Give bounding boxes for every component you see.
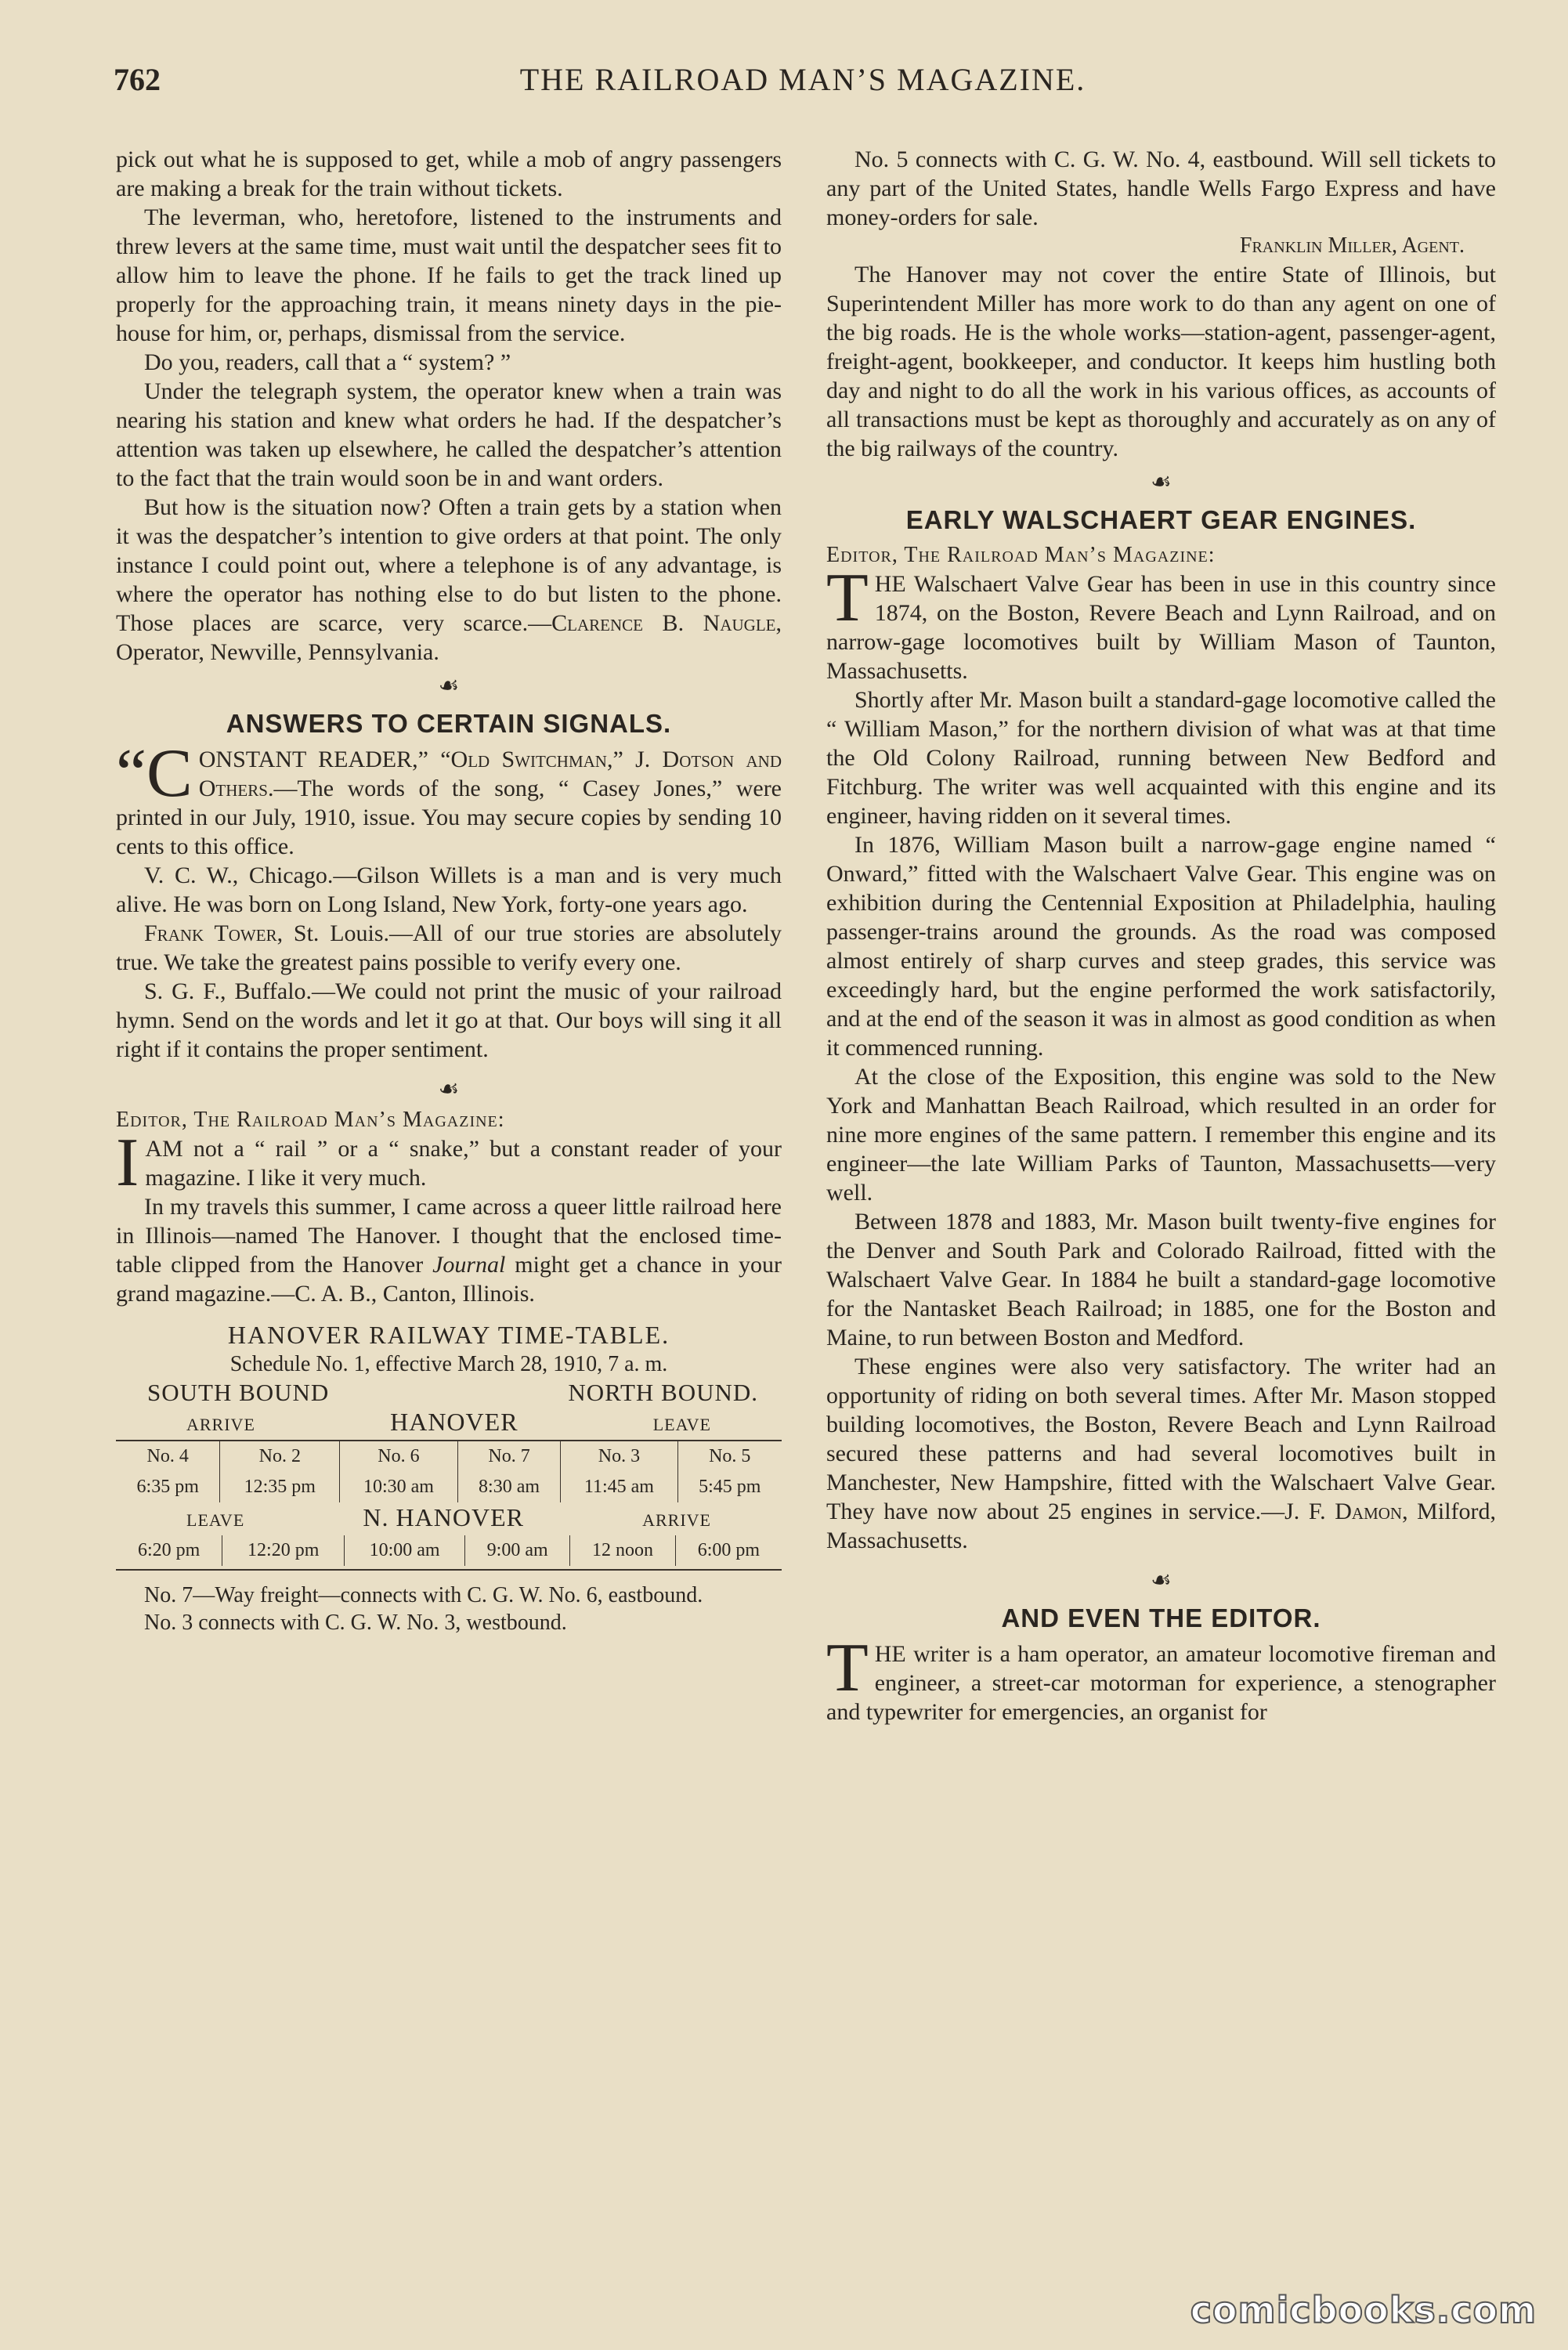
- right-column: [826, 145, 1496, 1726]
- paragraph: [116, 493, 782, 667]
- fleuron-ornament: ☙: [1151, 469, 1172, 495]
- table-row: [116, 1535, 782, 1566]
- timetable-grid-hanover: [116, 1440, 782, 1502]
- paragraph: Do you, readers, call that a “ system? ”: [144, 349, 511, 375]
- time-cell: 9:00 am: [465, 1535, 570, 1566]
- fleuron-ornament: ☙: [1151, 1567, 1172, 1593]
- timetable-title: HANOVER RAILWAY TIME-TABLE.: [227, 1321, 670, 1349]
- left-column: [116, 145, 782, 1636]
- arrive-label: ARRIVE: [186, 1415, 255, 1434]
- timetable-grid-n-hanover: [116, 1535, 782, 1566]
- paragraph: [116, 1192, 782, 1308]
- paragraph: Under the telegraph system, the operator knew when a train was nearing his station and knew what orders he had. If the despatcher’s attention was taken up elsewhere, he called the despatcher’s attention to the fact that the train would soon be in and want orders.: [116, 378, 782, 491]
- time-cell: 10:30 am: [340, 1472, 458, 1502]
- editor-salutation: Editor, The Railroad Man’s Magazine:: [826, 543, 1216, 567]
- train-number: No. 3: [561, 1441, 677, 1472]
- timetable-directions: [116, 1379, 782, 1407]
- table-row: [116, 1441, 782, 1472]
- text-span: Frank Tower,: [144, 920, 284, 946]
- time-cell: 12:20 pm: [222, 1535, 345, 1566]
- text-span: In my travels this summer, I came across a queer little railroad here in Illinois—named The Hanover. I thought that the enclosed time-table clipped from the Hanover: [116, 1194, 782, 1278]
- paragraph: No. 7—Way freight—connects with C. G. W. No. 6, eastbound.: [144, 1583, 703, 1607]
- timetable-station-row: [116, 1502, 782, 1535]
- author-name: J. F. Damon,: [1284, 1499, 1408, 1524]
- paragraph: Between 1878 and 1883, Mr. Mason built twenty-five engines for the Denver and South Park and Colorado Railroad, fitted with the Walschaert Valve Gear. In 1884 he built a standard-gage locomotive for the Nantasket Beach Railroad; in 1885, one for the Boston and Maine, to run between Boston and Medford.: [826, 1209, 1496, 1350]
- timetable-notes: [116, 1582, 782, 1636]
- text-span: St. Louis.—All of our true stories are absolutely true. We take the greatest pains possible to verify every one.: [116, 920, 782, 975]
- time-cell: 5:45 pm: [677, 1472, 782, 1502]
- text-span: AM not a “ rail ” or a “ snake,” but a constant reader of your magazine. I like it very much.: [145, 1136, 782, 1191]
- train-number: No. 5: [677, 1441, 782, 1472]
- agent-signature: Franklin Miller, Agent.: [1239, 233, 1465, 258]
- text-span: These engines were also very satisfactory. The writer had an opportunity of riding on both several times. After Mr. Mason stopped building locomotives, the Boston, Revere Beach and Lynn Railroad secured these patterns and had several locomotives built in Manchester, New Hampshire, fitted with the Walschaert Valve Gear. They have now about 25 engines in service.—: [826, 1354, 1496, 1524]
- paragraph: No. 3 connects with C. G. W. No. 3, westbound.: [144, 1611, 567, 1635]
- page-header: [114, 61, 1492, 108]
- text-span: HE writer is a ham operator, an amateur locomotive fireman and engineer, a street-car motorman for experience, a stenographer and typewriter for emergencies, an organist for: [826, 1641, 1496, 1725]
- paragraph: S. G. F., Buffalo.—We could not print the music of your railroad hymn. Send on the words and let it go at that. Our boys will sing it all right if it contains the proper sentiment.: [116, 978, 782, 1062]
- drop-cap: “C: [116, 736, 193, 812]
- watermark-logo: comicbooks.com: [1190, 2289, 1537, 2331]
- direction-label: SOUTH BOUND: [147, 1379, 330, 1406]
- station-name: N. HANOVER: [363, 1503, 524, 1531]
- paragraph: [116, 919, 782, 977]
- train-number: No. 6: [340, 1441, 458, 1472]
- timetable: [116, 1319, 782, 1636]
- paragraph: [826, 560, 1496, 685]
- fleuron-ornament: ☙: [438, 1076, 460, 1102]
- paragraph: [116, 1125, 782, 1201]
- text-span: Journal: [432, 1252, 506, 1278]
- paragraph: [826, 1352, 1496, 1555]
- paragraph: The Hanover may not cover the entire State of Illinois, but Superintendent Miller has more work to do than any agent on one of the big roads. He is the whole works—station-agent, passenger-agent, freight-agent, bookkeeper, and conductor. It keeps him hustling both day and night to do all the work in his various offices, as accounts of all transactions must be kept as thoroughly and accurately as on any of the big railways of the country.: [826, 262, 1496, 461]
- editor-salutation: Editor, The Railroad Man’s Magazine:: [116, 1108, 505, 1132]
- time-cell: 12 noon: [570, 1535, 675, 1566]
- drop-cap: T: [826, 1630, 869, 1706]
- section-heading-editor: AND EVEN THE EDITOR.: [1001, 1603, 1321, 1632]
- text-span: ONSTANT READER,” “Old Switchman,” J. Dotson and Others.: [198, 747, 782, 801]
- text-span: Operator, Newville, Pennsylvania.: [116, 639, 439, 665]
- timetable-station-row: [116, 1407, 782, 1440]
- section-heading-answers: ANSWERS TO CERTAIN SIGNALS.: [226, 709, 672, 738]
- time-cell: 10:00 am: [345, 1535, 465, 1566]
- leave-label: LEAVE: [652, 1415, 711, 1434]
- train-number: No. 4: [116, 1441, 220, 1472]
- paragraph: In 1876, William Mason built a narrow-gage engine named “ Onward,” fitted with the Walschaert Valve Gear. This engine was on exhibition during the Centennial Exposition at Philadelphia, hauling passenger-trains around the grounds. As the road was composed almost entirely of sharp curves and steep grades, this service was exceedingly hard, but the engine performed the work satisfactorily, and at the end of the season it was in almost as good condition as when it commenced running.: [826, 832, 1496, 1061]
- paragraph: [116, 736, 782, 861]
- drop-cap: I: [116, 1125, 139, 1201]
- time-cell: 6:20 pm: [137, 1540, 201, 1560]
- arrive-label: ARRIVE: [642, 1510, 711, 1530]
- time-cell: 6:00 pm: [675, 1535, 782, 1566]
- direction-label: NORTH BOUND.: [568, 1379, 758, 1406]
- paragraph: pick out what he is supposed to get, while a mob of angry passengers are making a break for the train without tickets.: [116, 146, 782, 201]
- station-name: HANOVER: [390, 1408, 518, 1436]
- page-number: 762: [114, 62, 161, 97]
- text-span: —The words of the song, “ Casey Jones,” were printed in our July, 1910, issue. You may secure copies by sending 10 cents to this office.: [116, 776, 782, 859]
- train-number: No. 7: [457, 1441, 561, 1472]
- time-cell: 6:35 pm: [136, 1477, 199, 1497]
- train-number: No. 2: [220, 1441, 340, 1472]
- section-heading-walschaert: EARLY WALSCHAERT GEAR ENGINES.: [905, 505, 1417, 534]
- time-cell: 8:30 am: [457, 1472, 561, 1502]
- time-cell: 12:35 pm: [220, 1472, 340, 1502]
- paragraph: The leverman, who, heretofore, listened to the instruments and threw levers at the same time, must wait until the despatcher sees fit to allow him to leave the phone. If he fails to get the track lined up properly for the approaching train, it means ninety days in the pie-house for him, or, perhaps, dismissal from the service.: [116, 204, 782, 346]
- text-span: HE Walschaert Valve Gear has been in use in this country since 1874, on the Boston, Revere Beach and Lynn Railroad, and on narrow-gage locomotives built by William Mason of Taunton, Massachusetts.: [826, 571, 1496, 684]
- table-row: [116, 1472, 782, 1502]
- text-span: Milford, Massachusetts.: [826, 1499, 1497, 1553]
- divider: [116, 1569, 782, 1571]
- magazine-title: THE RAILROAD MAN’S MAGAZINE.: [519, 62, 1086, 97]
- author-name: Clarence B. Naugle,: [551, 610, 782, 636]
- fleuron-ornament: ☙: [438, 673, 460, 699]
- paragraph: Shortly after Mr. Mason built a standard-gage locomotive called the “ William Mason,” for the northern division of what was at that time the Old Colony Railroad, running between New Bedford and Fitchburg. The writer was well acquainted with this engine and its engineer, having ridden on it several times.: [826, 687, 1496, 829]
- drop-cap: T: [826, 560, 869, 636]
- paragraph: [826, 1630, 1496, 1726]
- leave-label: LEAVE: [186, 1510, 245, 1530]
- timetable-schedule: Schedule No. 1, effective March 28, 1910, 7 a. m.: [229, 1352, 668, 1376]
- text-span: might get a chance in your grand magazine.—C. A. B., Canton, Illinois.: [116, 1252, 782, 1307]
- text-span: But how is the situation now? Often a train gets by a station when it was the despatcher’s intention to give orders at that point. The only instance I could point out, where a telephone is of any advantage, is where the operator has nothing else to do but listen to the phone. Those places are scarce, very scarce.—: [116, 494, 782, 636]
- paragraph: No. 5 connects with C. G. W. No. 4, eastbound. Will sell tickets to any part of the United States, handle Wells Fargo Express and have money-orders for sale.: [826, 146, 1496, 230]
- paragraph: V. C. W., Chicago.—Gilson Willets is a man and is very much alive. He was born on Long Island, New York, forty-one years ago.: [116, 862, 782, 917]
- time-cell: 11:45 am: [561, 1472, 677, 1502]
- paragraph: At the close of the Exposition, this engine was sold to the New York and Manhattan Beach Railroad, which resulted in an order for nine more engines of the same pattern. I remember this engine and its engineer—the late William Parks of Taunton, Massachusetts—very well.: [826, 1064, 1496, 1206]
